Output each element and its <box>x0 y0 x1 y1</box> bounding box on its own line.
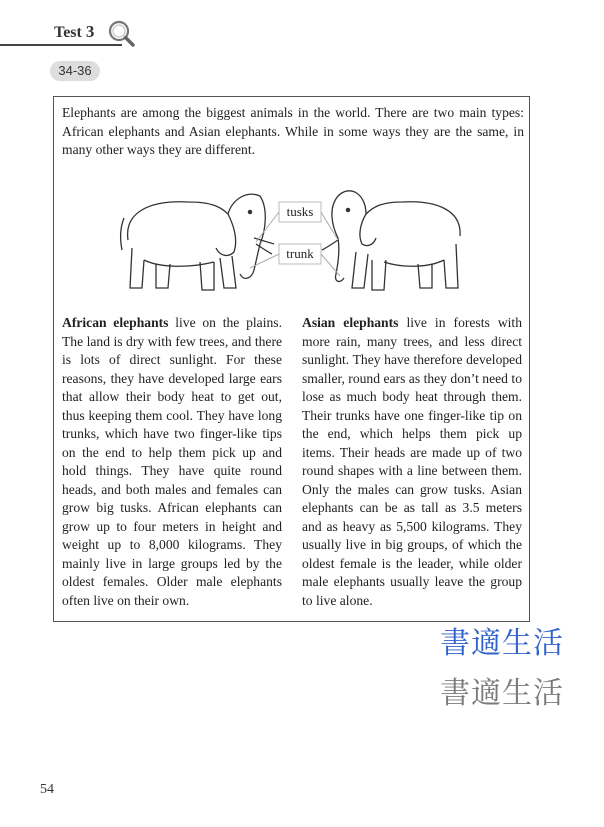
header-rule <box>0 44 122 46</box>
asian-body: live in forests with more rain, many trees, and less direct sunlight. They have therefore developed smaller, round ears as they don’t need to lose as much body heat through them. Their trunks have one finger-like tip on the end, which helps them pick up items. Their heads are made up of two round shapes with a line between them. Only the males can grow tusks. Asian elephants can be as tall as 3.5 meters and as heavy as 5,500 kilograms. They usually live in big groups, of which the oldest female is the leader, while older male elephants usually leave the group to live alone. <box>302 315 522 608</box>
label-tusks-group <box>256 202 338 242</box>
trunk-pointer-left <box>250 254 279 268</box>
test-word: Test <box>54 24 82 41</box>
elephant-illustration <box>110 178 470 303</box>
tusks-label: tusks <box>286 204 314 219</box>
page-header <box>0 16 604 52</box>
watermark-blue: 書適生活 <box>440 626 564 661</box>
african-heading: African elephants <box>62 315 169 330</box>
african-body: live on the plains. The land is dry with few trees, and there is lots of direct sunlight. For these reasons, they have developed large ears that allow their body heat to get out, thus keeping them cool. They have long trunks, which have two finger-like tips on the end to help them pick up and hold things. They have quite round heads, and both males and females can grow big tusks. African elephants can grow up to four meters in height and weight up to 8,000 kilograms. They mainly live in large groups led by the oldest females. Older male elephants often live on their own. <box>62 315 282 608</box>
asian-heading: Asian elephants <box>302 315 399 330</box>
page-number: 54 <box>40 782 54 797</box>
test-number: 3 <box>85 22 95 41</box>
trunk-label: trunk <box>286 246 314 261</box>
tusks-pointer-left <box>256 212 279 242</box>
passage-intro: Elephants are among the biggest animals in the world. There are two main types: African elephants and Asian elephants. While in some ways they are the same, in many other ways they are different. <box>62 105 524 157</box>
question-range-badge: 34-36 <box>50 61 100 81</box>
african-elephants-column <box>62 314 282 610</box>
tusks-pointer-right <box>321 212 338 240</box>
african-elephant-drawing <box>121 194 274 290</box>
asian-elephant-drawing <box>322 191 460 290</box>
asian-elephants-column <box>302 314 522 610</box>
watermark-gray: 書適生活 <box>440 676 564 711</box>
test-label <box>54 22 94 42</box>
